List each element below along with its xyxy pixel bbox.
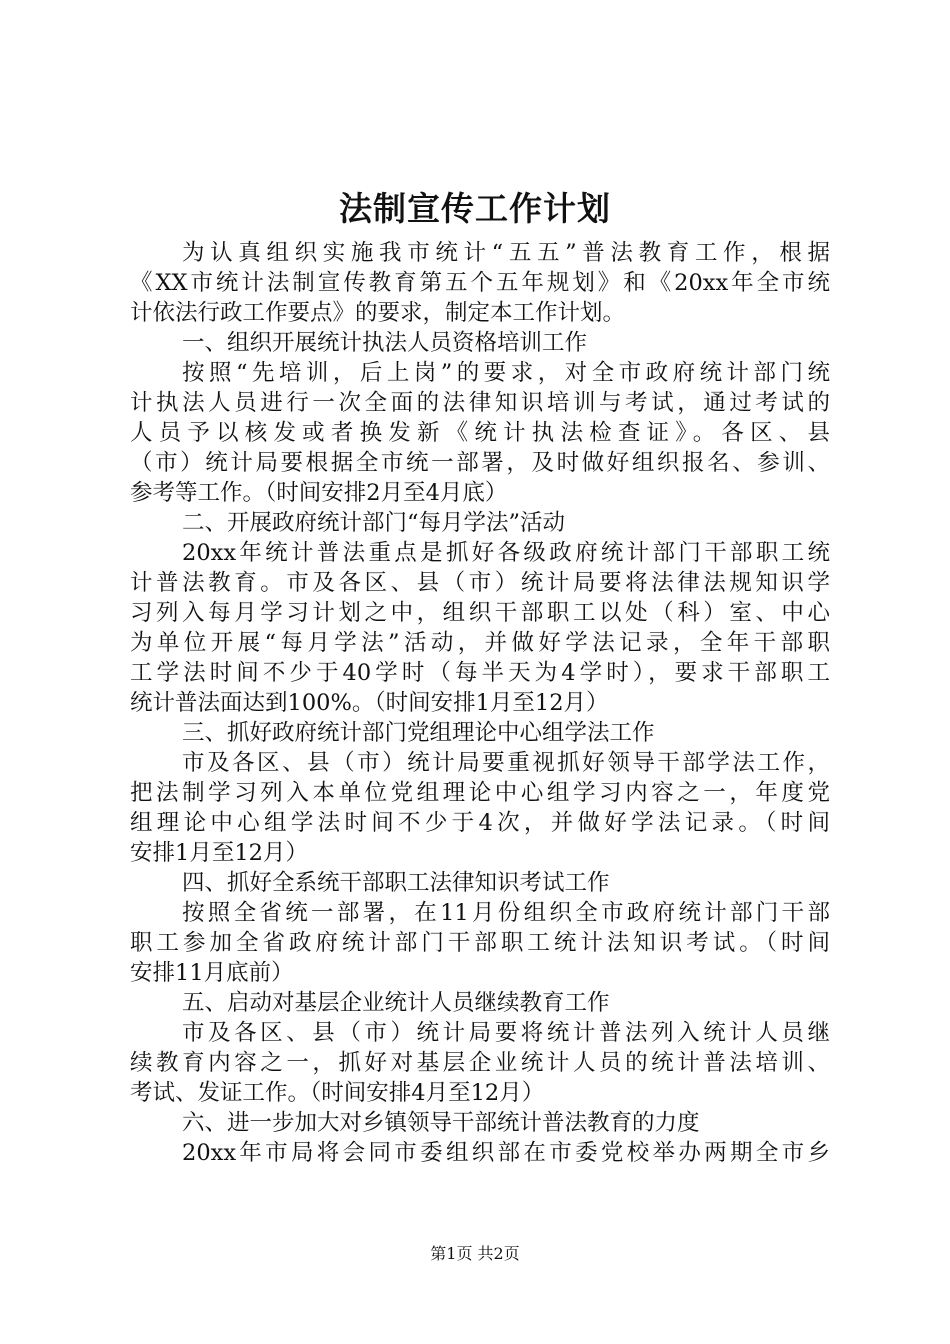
text-line: 市及各区、县（市）统计局要将统计普法列入统计人员继 <box>182 1020 830 1046</box>
text-line: 市及各区、县（市）统计局要重视抓好领导干部学法工作， <box>182 750 830 776</box>
text-line: 为认真组织实施我市统计“五五”普法教育工作，根据 <box>182 240 830 266</box>
text-line: 考试、发证工作。（时间安排4月至12月） <box>130 1080 545 1106</box>
text-line: 按照“先培训，后上岗”的要求，对全市政府统计部门统 <box>182 360 830 386</box>
text-line: 安排1月至12月） <box>130 840 308 866</box>
text-line: 20xx年统计普法重点是抓好各级政府统计部门干部职工统 <box>182 540 830 566</box>
text-line: 统计普法面达到100%。（时间安排1月至12月） <box>130 690 609 716</box>
text-line: 把法制学习列入本单位党组理论中心组学习内容之一，年度党 <box>130 780 830 806</box>
section-heading: 二、开展政府统计部门“每月学法”活动 <box>182 510 566 536</box>
text-line: 组理论中心组学法时间不少于4次，并做好学法记录。（时间 <box>130 810 830 836</box>
text-line: 安排11月底前） <box>130 960 294 986</box>
section-heading: 三、抓好政府统计部门党组理论中心组学法工作 <box>182 720 655 746</box>
text-line: 为单位开展“每月学法”活动，并做好学法记录，全年干部职 <box>130 630 830 656</box>
text-line: 计依法行政工作要点》的要求，制定本工作计划。 <box>130 300 626 326</box>
text-line: 职工参加全省政府统计部门干部职工统计法知识考试。（时间 <box>130 930 830 956</box>
text-line: 习列入每月学习计划之中，组织干部职工以处（科）室、中心 <box>130 600 830 626</box>
text-line: 《XX市统计法制宣传教育第五个五年规划》和《20xx年全市统 <box>130 270 830 296</box>
section-heading: 六、进一步加大对乡镇领导干部统计普法教育的力度 <box>182 1110 700 1136</box>
text-line: 按照全省统一部署，在11月份组织全市政府统计部门干部 <box>182 900 830 926</box>
text-line: 续教育内容之一，抓好对基层企业统计人员的统计普法培训、 <box>130 1050 830 1076</box>
text-line: 工学法时间不少于40学时（每半天为4学时），要求干部职工 <box>130 660 830 686</box>
document-body <box>130 238 830 1168</box>
page-footer: 第1页 共2页 <box>430 1244 520 1263</box>
text-line: （市）统计局要根据全市统一部署，及时做好组织报名、参训、 <box>130 450 830 476</box>
text-line: 计执法人员进行一次全面的法律知识培训与考试，通过考试的 <box>130 390 830 416</box>
section-heading: 五、启动对基层企业统计人员继续教育工作 <box>182 990 610 1016</box>
text-line: 20xx年市局将会同市委组织部在市委党校举办两期全市乡 <box>182 1140 830 1166</box>
section-heading: 一、组织开展统计执法人员资格培训工作 <box>182 330 588 356</box>
text-line: 参考等工作。（时间安排2月至4月底） <box>130 480 508 506</box>
text-line: 计普法教育。市及各区、县（市）统计局要将法律法规知识学 <box>130 570 830 596</box>
text-line: 人员予以核发或者换发新《统计执法检查证》。各区、县 <box>130 420 830 446</box>
page-title: 法制宣传工作计划 <box>339 189 611 228</box>
section-heading: 四、抓好全系统干部职工法律知识考试工作 <box>182 870 610 896</box>
